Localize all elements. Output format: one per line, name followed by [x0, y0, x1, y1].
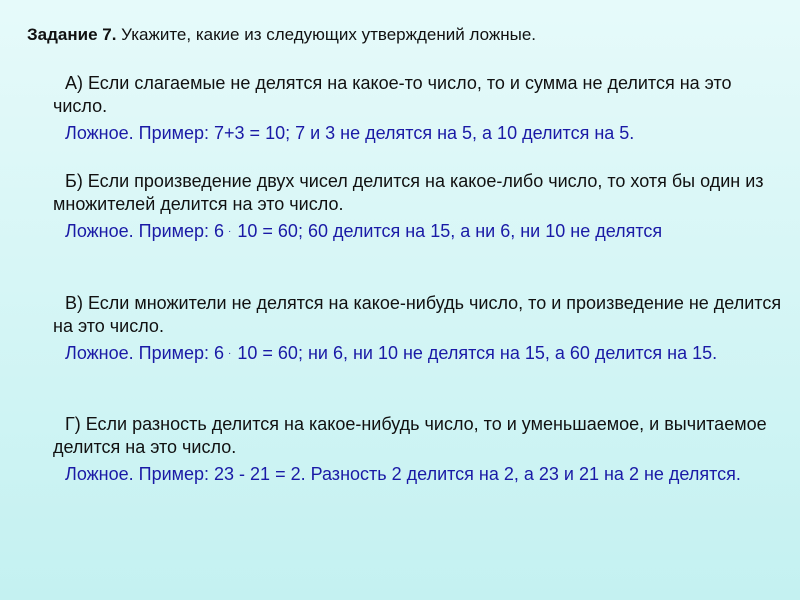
answer-c-prefix: Ложное. Пример: 6	[65, 343, 225, 363]
task-number-label: Задание 7.	[27, 25, 117, 44]
statement-a	[53, 72, 788, 118]
statement-d-text: Г) Если разность делится на какое-нибудь число, то и уменьшаемое, и вычитаемое делится на это число.	[53, 414, 767, 457]
answer-c-suffix: 10 = 60; ни 6, ни 10 не делятся на 15, а 60 делится на 15.	[237, 343, 718, 363]
statement-b-text: Б) Если произведение двух чисел делится на какое-либо число, то хотя бы один из множителей делится на это число.	[53, 171, 764, 214]
task-heading	[27, 24, 536, 46]
statement-a-text: А) Если слагаемые не делятся на какое-то число, то и сумма не делится на это число.	[53, 73, 732, 116]
statement-c-text: В) Если множители не делятся на какое-нибудь число, то и произведение не делится на это число.	[53, 293, 782, 336]
answer-b-prefix: Ложное. Пример: 6	[65, 221, 225, 241]
statement-block-a	[53, 72, 788, 145]
answer-b	[53, 220, 788, 243]
answer-a-text: Ложное. Пример: 7+3 = 10; 7 и 3 не делятся на 5, а 10 делится на 5.	[65, 123, 635, 143]
answer-d-text: Ложное. Пример: 23 - 21 = 2. Разность 2 делится на 2, а 23 и 21 на 2 не делятся.	[65, 464, 741, 484]
statement-b	[53, 170, 788, 216]
answer-d	[53, 463, 788, 486]
statement-block-b	[53, 170, 788, 243]
answer-a	[53, 122, 788, 145]
statement-block-c	[53, 292, 788, 365]
task-instruction: Укажите, какие из следующих утверждений ложные.	[121, 25, 537, 44]
statement-c	[53, 292, 788, 338]
answer-c	[53, 342, 788, 365]
statement-d	[53, 413, 788, 459]
multiplication-dot: ·	[228, 226, 232, 237]
multiplication-dot: ·	[228, 348, 232, 359]
statement-block-d	[53, 413, 788, 486]
answer-b-suffix: 10 = 60; 60 делится на 15, а ни 6, ни 10 не делятся	[237, 221, 663, 241]
